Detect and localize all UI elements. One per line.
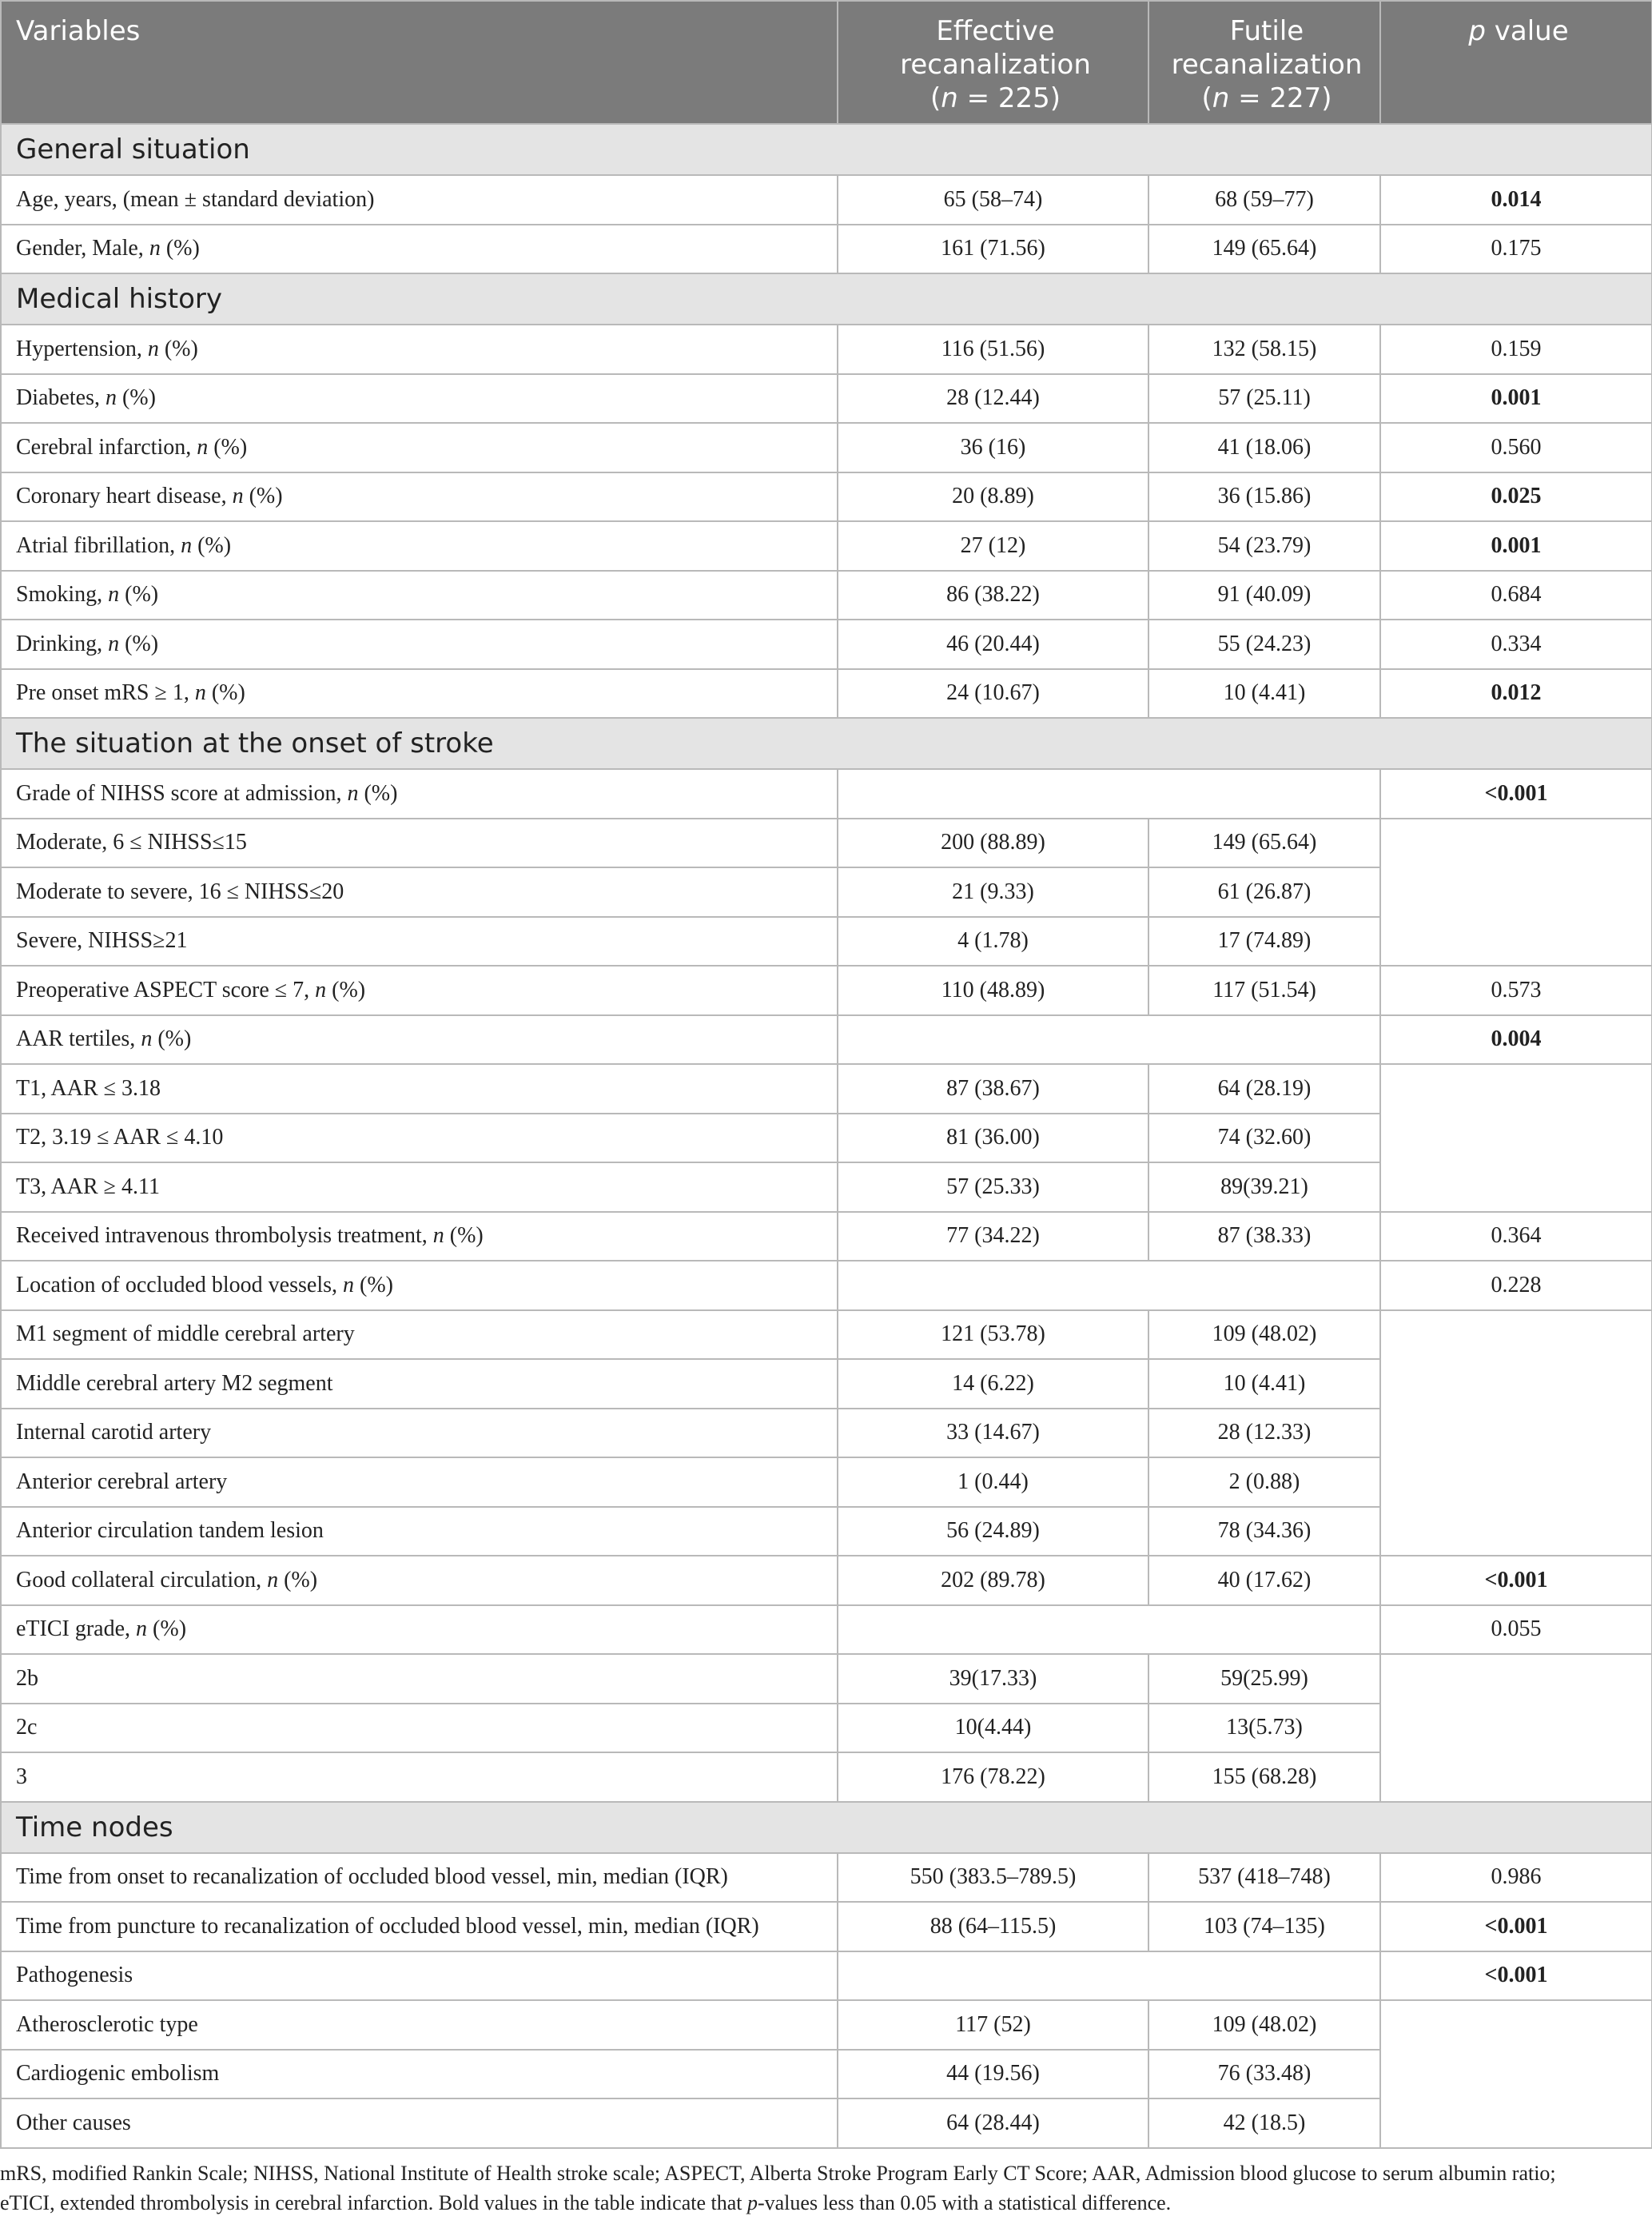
p-value-cell: 0.986 (1380, 1853, 1652, 1903)
table-row (1, 966, 1652, 1015)
table-row (1, 1310, 1652, 1360)
header-effective-n (853, 82, 1138, 115)
variable-cell (1, 2000, 838, 2050)
footnote-line-2-pre: eTICI, extended thrombolysis in cerebral infarction. Bold values in the table indicate that (0, 2191, 747, 2214)
variable-label-post: (%) (119, 631, 159, 656)
p-value-cell: <0.001 (1380, 1902, 1652, 1951)
variable-label-italic: n (315, 977, 327, 1002)
futile-cell: 132 (58.15) (1148, 325, 1380, 374)
table-row (1, 1556, 1652, 1605)
table-row (1, 819, 1652, 868)
table-row (1, 620, 1652, 669)
p-value-cell: 0.055 (1380, 1605, 1652, 1655)
section-heading: Time nodes (1, 1802, 1652, 1853)
variable-cell (1, 1212, 838, 1261)
variable-label-pre: Smoking, (16, 582, 109, 608)
variable-cell (1, 966, 838, 1015)
variable-label: Severe, NIHSS≥21 (16, 928, 188, 954)
group-row (1, 1605, 1652, 1655)
futile-cell: 87 (38.33) (1148, 1212, 1380, 1261)
variable-label: T2, 3.19 ≤ AAR ≤ 4.10 (16, 1125, 224, 1150)
table-row (1, 225, 1652, 274)
header-effective-line1: Effective (936, 15, 1055, 47)
variable-label-italic: n (147, 336, 159, 361)
variable-label-pre: Hypertension, (16, 336, 148, 361)
variable-label: Internal carotid artery (16, 1420, 212, 1445)
variable-label: Time from puncture to recanalization of occluded blood vessel, min, median (IQR) (16, 1913, 759, 1939)
section-row (1, 1802, 1652, 1853)
variable-label: Time from onset to recanalization of occluded blood vessel, min, median (IQR) (16, 1864, 728, 1890)
variable-label-italic: n (432, 1223, 444, 1249)
effective-cell: 65 (58–74) (838, 175, 1148, 225)
variable-label-post: (%) (354, 1272, 393, 1297)
variable-cell (1, 1261, 838, 1310)
variable-label-post: (%) (358, 780, 398, 806)
variable-cell (1, 819, 838, 868)
table-row (1, 1853, 1652, 1903)
header-variables (1, 1, 838, 124)
effective-cell: 21 (9.33) (838, 867, 1148, 917)
futile-cell: 91 (40.09) (1148, 571, 1380, 620)
variable-cell (1, 225, 838, 274)
variable-cell (1, 620, 838, 669)
effective-cell: 33 (14.67) (838, 1409, 1148, 1458)
futile-cell: 59(25.99) (1148, 1654, 1380, 1704)
effective-cell: 36 (16) (838, 423, 1148, 472)
table-body (1, 124, 1652, 2148)
variable-label-pre: Drinking, (16, 631, 109, 656)
group-blank-cell (838, 1261, 1380, 1310)
header-futile-n-italic: n (1212, 82, 1230, 114)
variable-label-italic: n (149, 236, 161, 261)
table-row (1, 521, 1652, 571)
futile-cell: 10 (4.41) (1148, 669, 1380, 719)
effective-cell: 46 (20.44) (838, 620, 1148, 669)
variable-label-post: (%) (208, 434, 248, 460)
futile-cell: 68 (59–77) (1148, 175, 1380, 225)
group-row (1, 769, 1652, 819)
variable-cell (1, 1359, 838, 1409)
variable-label-post: (%) (119, 582, 159, 608)
variable-label-pre: Pre onset mRS ≥ 1, (16, 680, 195, 706)
variable-label: Pathogenesis (16, 1963, 133, 1988)
futile-cell: 36 (15.86) (1148, 472, 1380, 522)
variable-label: Atherosclerotic type (16, 2011, 198, 2037)
variable-cell (1, 1310, 838, 1360)
variable-label-pre: Grade of NIHSS score at admission, (16, 780, 348, 806)
variable-cell (1, 1951, 838, 2001)
table-footnote (0, 2158, 1652, 2218)
variable-cell (1, 1902, 838, 1951)
variable-label: Moderate, 6 ≤ NIHSS≤15 (16, 830, 247, 855)
futile-cell: 117 (51.54) (1148, 966, 1380, 1015)
futile-cell: 61 (26.87) (1148, 867, 1380, 917)
futile-cell: 109 (48.02) (1148, 1310, 1380, 1360)
variable-cell (1, 1409, 838, 1458)
variable-label: T3, AAR ≥ 4.11 (16, 1174, 161, 1199)
effective-cell: 56 (24.89) (838, 1507, 1148, 1556)
p-value-cell: 0.159 (1380, 325, 1652, 374)
table-row (1, 2000, 1652, 2050)
p-value-cell: 0.228 (1380, 1261, 1652, 1310)
p-value-cell: <0.001 (1380, 769, 1652, 819)
p-value-merged-cell (1380, 1064, 1652, 1212)
variable-label-post: (%) (444, 1223, 484, 1249)
header-p-italic: p (1468, 15, 1486, 47)
section-row (1, 718, 1652, 769)
variable-label: M1 segment of middle cerebral artery (16, 1321, 355, 1347)
futile-cell: 537 (418–748) (1148, 1853, 1380, 1903)
p-value-cell: 0.004 (1380, 1015, 1652, 1065)
futile-cell: 57 (25.11) (1148, 374, 1380, 424)
p-value-cell: <0.001 (1380, 1556, 1652, 1605)
variable-cell (1, 1654, 838, 1704)
p-value-merged-cell (1380, 2000, 1652, 2148)
table-row (1, 1064, 1652, 1114)
section-heading: The situation at the onset of stroke (1, 718, 1652, 769)
variable-label: Middle cerebral artery M2 segment (16, 1370, 333, 1396)
p-value-cell: 0.012 (1380, 669, 1652, 719)
p-value-cell: 0.560 (1380, 423, 1652, 472)
variable-label-italic: n (181, 532, 193, 558)
footnote-line-2-post: -values less than 0.05 with a statistical difference. (757, 2191, 1172, 2214)
p-value-cell: 0.001 (1380, 374, 1652, 424)
variable-label-pre: Atrial fibrillation, (16, 532, 181, 558)
variable-label: T1, AAR ≤ 3.18 (16, 1075, 161, 1101)
table-row (1, 325, 1652, 374)
header-futile-n-suffix: = 227) (1229, 82, 1332, 114)
section-heading: General situation (1, 124, 1652, 175)
variable-cell (1, 1605, 838, 1655)
variable-label-italic: n (347, 780, 359, 806)
effective-cell: 10(4.44) (838, 1704, 1148, 1753)
variable-label-pre: eTICI grade, (16, 1616, 137, 1642)
table-row (1, 1654, 1652, 1704)
futile-cell: 17 (74.89) (1148, 917, 1380, 967)
effective-cell: 81 (36.00) (838, 1114, 1148, 1163)
effective-cell: 14 (6.22) (838, 1359, 1148, 1409)
variable-label-pre: Gender, Male, (16, 236, 149, 261)
p-value-cell: 0.364 (1380, 1212, 1652, 1261)
header-futile-n (1164, 82, 1370, 115)
variable-label: 2b (16, 1665, 38, 1691)
p-value-cell: 0.573 (1380, 966, 1652, 1015)
header-p-rest: value (1485, 15, 1569, 47)
variable-label-pre: Diabetes, (16, 385, 105, 411)
variable-label: Cardiogenic embolism (16, 2061, 220, 2086)
effective-cell: 550 (383.5–789.5) (838, 1853, 1148, 1903)
variable-label: Other causes (16, 2110, 131, 2135)
variable-label-post: (%) (158, 336, 198, 361)
table-row (1, 423, 1652, 472)
variable-label-italic: n (267, 1567, 279, 1592)
table-row (1, 374, 1652, 424)
variable-label-post: (%) (326, 977, 366, 1002)
p-value-merged-cell (1380, 1310, 1652, 1556)
variable-label-post: (%) (152, 1026, 192, 1052)
variable-label-post: (%) (205, 680, 245, 706)
futile-cell: 40 (17.62) (1148, 1556, 1380, 1605)
header-effective-n-suffix: = 225) (957, 82, 1061, 114)
effective-cell: 161 (71.56) (838, 225, 1148, 274)
section-row (1, 124, 1652, 175)
variable-label-post: (%) (116, 385, 156, 411)
variable-cell (1, 1853, 838, 1903)
variable-label-italic: n (232, 484, 244, 509)
variable-cell (1, 1752, 838, 1802)
variable-label-pre: Cerebral infarction, (16, 434, 197, 460)
footnote-line-2-italic: p (746, 2191, 758, 2214)
p-value-cell: 0.025 (1380, 472, 1652, 522)
futile-cell: 76 (33.48) (1148, 2050, 1380, 2099)
variable-cell (1, 571, 838, 620)
header-effective-n-italic: n (941, 82, 958, 114)
variable-label-italic: n (194, 680, 206, 706)
table-row (1, 1212, 1652, 1261)
variable-cell (1, 1704, 838, 1753)
effective-cell: 1 (0.44) (838, 1457, 1148, 1507)
footnote-line-2 (0, 2188, 1652, 2218)
effective-cell: 110 (48.89) (838, 966, 1148, 1015)
futile-cell: 89(39.21) (1148, 1162, 1380, 1212)
table-row (1, 1902, 1652, 1951)
group-row (1, 1261, 1652, 1310)
effective-cell: 39(17.33) (838, 1654, 1148, 1704)
futile-cell: 78 (34.36) (1148, 1507, 1380, 1556)
variable-label-post: (%) (147, 1616, 187, 1642)
effective-cell: 87 (38.67) (838, 1064, 1148, 1114)
table-row (1, 472, 1652, 522)
section-heading: Medical history (1, 273, 1652, 325)
variable-label: Anterior cerebral artery (16, 1469, 228, 1494)
effective-cell: 176 (78.22) (838, 1752, 1148, 1802)
variable-label-post: (%) (243, 484, 283, 509)
header-variables-label: Variables (16, 15, 141, 47)
effective-cell: 27 (12) (838, 521, 1148, 571)
effective-cell: 202 (89.78) (838, 1556, 1148, 1605)
variable-cell (1, 2050, 838, 2099)
group-row (1, 1015, 1652, 1065)
p-value-cell: 0.014 (1380, 175, 1652, 225)
variable-label-post: (%) (192, 532, 232, 558)
header-futile-n-prefix: ( (1201, 82, 1212, 114)
variable-label-post: (%) (278, 1567, 318, 1592)
variable-label: Age, years, (mean ± standard deviation) (16, 186, 375, 212)
futile-cell: 54 (23.79) (1148, 521, 1380, 571)
futile-cell: 155 (68.28) (1148, 1752, 1380, 1802)
variable-cell (1, 1064, 838, 1114)
variable-label: Anterior circulation tandem lesion (16, 1518, 324, 1544)
variable-label-italic: n (141, 1026, 153, 1052)
header-futile-line1: Futile (1229, 15, 1304, 47)
effective-cell: 88 (64–115.5) (838, 1902, 1148, 1951)
futile-cell: 149 (65.64) (1148, 225, 1380, 274)
variable-cell (1, 2098, 838, 2148)
variable-cell (1, 669, 838, 719)
header-futile (1148, 1, 1380, 124)
variable-label-italic: n (108, 631, 120, 656)
table-row (1, 175, 1652, 225)
variable-label-pre: AAR tertiles, (16, 1026, 141, 1052)
variable-label: 2c (16, 1715, 38, 1740)
futile-cell: 10 (4.41) (1148, 1359, 1380, 1409)
futile-cell: 2 (0.88) (1148, 1457, 1380, 1507)
table-row (1, 669, 1652, 719)
p-value-cell: 0.001 (1380, 521, 1652, 571)
table-row (1, 571, 1652, 620)
effective-cell: 20 (8.89) (838, 472, 1148, 522)
futile-cell: 55 (24.23) (1148, 620, 1380, 669)
variable-label-italic: n (343, 1272, 355, 1297)
header-row (1, 1, 1652, 124)
futile-cell: 109 (48.02) (1148, 2000, 1380, 2050)
header-effective (838, 1, 1148, 124)
variable-cell (1, 1556, 838, 1605)
effective-cell: 86 (38.22) (838, 571, 1148, 620)
p-value-cell: 0.175 (1380, 225, 1652, 274)
variable-label-pre: Good collateral circulation, (16, 1567, 268, 1592)
footnote-line-1: mRS, modified Rankin Scale; NIHSS, National Institute of Health stroke scale; ASPECT, Alberta Stroke Program Early CT Score; AAR, Admission blood glucose to serum albumin ratio; (0, 2162, 1556, 2185)
p-value-cell: 0.334 (1380, 620, 1652, 669)
futile-cell: 13(5.73) (1148, 1704, 1380, 1753)
variable-label-italic: n (105, 385, 117, 411)
variable-label-italic: n (136, 1616, 148, 1642)
group-row (1, 1951, 1652, 2001)
variable-cell (1, 1507, 838, 1556)
variable-label-italic: n (108, 582, 120, 608)
variable-cell (1, 325, 838, 374)
futile-cell: 74 (32.60) (1148, 1114, 1380, 1163)
futile-cell: 41 (18.06) (1148, 423, 1380, 472)
section-row (1, 273, 1652, 325)
futile-cell: 64 (28.19) (1148, 1064, 1380, 1114)
variable-cell (1, 867, 838, 917)
variable-label-post: (%) (160, 236, 200, 261)
effective-cell: 24 (10.67) (838, 669, 1148, 719)
group-blank-cell (838, 1951, 1380, 2001)
effective-cell: 121 (53.78) (838, 1310, 1148, 1360)
effective-cell: 116 (51.56) (838, 325, 1148, 374)
futile-cell: 42 (18.5) (1148, 2098, 1380, 2148)
header-effective-n-prefix: ( (929, 82, 941, 114)
effective-cell: 200 (88.89) (838, 819, 1148, 868)
variable-label-pre: Preoperative ASPECT score ≤ 7, (16, 977, 316, 1002)
variable-cell (1, 1162, 838, 1212)
table-header (1, 1, 1652, 124)
effective-cell: 64 (28.44) (838, 2098, 1148, 2148)
variable-cell (1, 374, 838, 424)
variable-label: 3 (16, 1764, 27, 1789)
group-blank-cell (838, 769, 1380, 819)
effective-cell: 77 (34.22) (838, 1212, 1148, 1261)
variable-cell (1, 423, 838, 472)
header-effective-line2: recanalization (900, 49, 1091, 81)
p-value-merged-cell (1380, 819, 1652, 967)
variable-label-pre: Received intravenous thrombolysis treatment, (16, 1223, 433, 1249)
variable-cell (1, 917, 838, 967)
effective-cell: 117 (52) (838, 2000, 1148, 2050)
futile-cell: 103 (74–135) (1148, 1902, 1380, 1951)
variable-cell (1, 175, 838, 225)
variable-cell (1, 769, 838, 819)
header-futile-line2: recanalization (1171, 49, 1363, 81)
variable-label-pre: Coronary heart disease, (16, 484, 233, 509)
p-value-cell: <0.001 (1380, 1951, 1652, 2001)
variable-cell (1, 1457, 838, 1507)
effective-cell: 44 (19.56) (838, 2050, 1148, 2099)
effective-cell: 4 (1.78) (838, 917, 1148, 967)
effective-cell: 57 (25.33) (838, 1162, 1148, 1212)
variable-cell (1, 1114, 838, 1163)
p-value-cell: 0.684 (1380, 571, 1652, 620)
variable-label-italic: n (197, 434, 209, 460)
variable-cell (1, 1015, 838, 1065)
variable-label-pre: Location of occluded blood vessels, (16, 1272, 344, 1297)
effective-cell: 28 (12.44) (838, 374, 1148, 424)
variable-label: Moderate to severe, 16 ≤ NIHSS≤20 (16, 879, 344, 904)
header-p-value (1380, 1, 1652, 124)
variable-cell (1, 472, 838, 522)
p-value-merged-cell (1380, 1654, 1652, 1802)
futile-cell: 28 (12.33) (1148, 1409, 1380, 1458)
futile-cell: 149 (65.64) (1148, 819, 1380, 868)
variable-cell (1, 521, 838, 571)
group-blank-cell (838, 1605, 1380, 1655)
group-blank-cell (838, 1015, 1380, 1065)
